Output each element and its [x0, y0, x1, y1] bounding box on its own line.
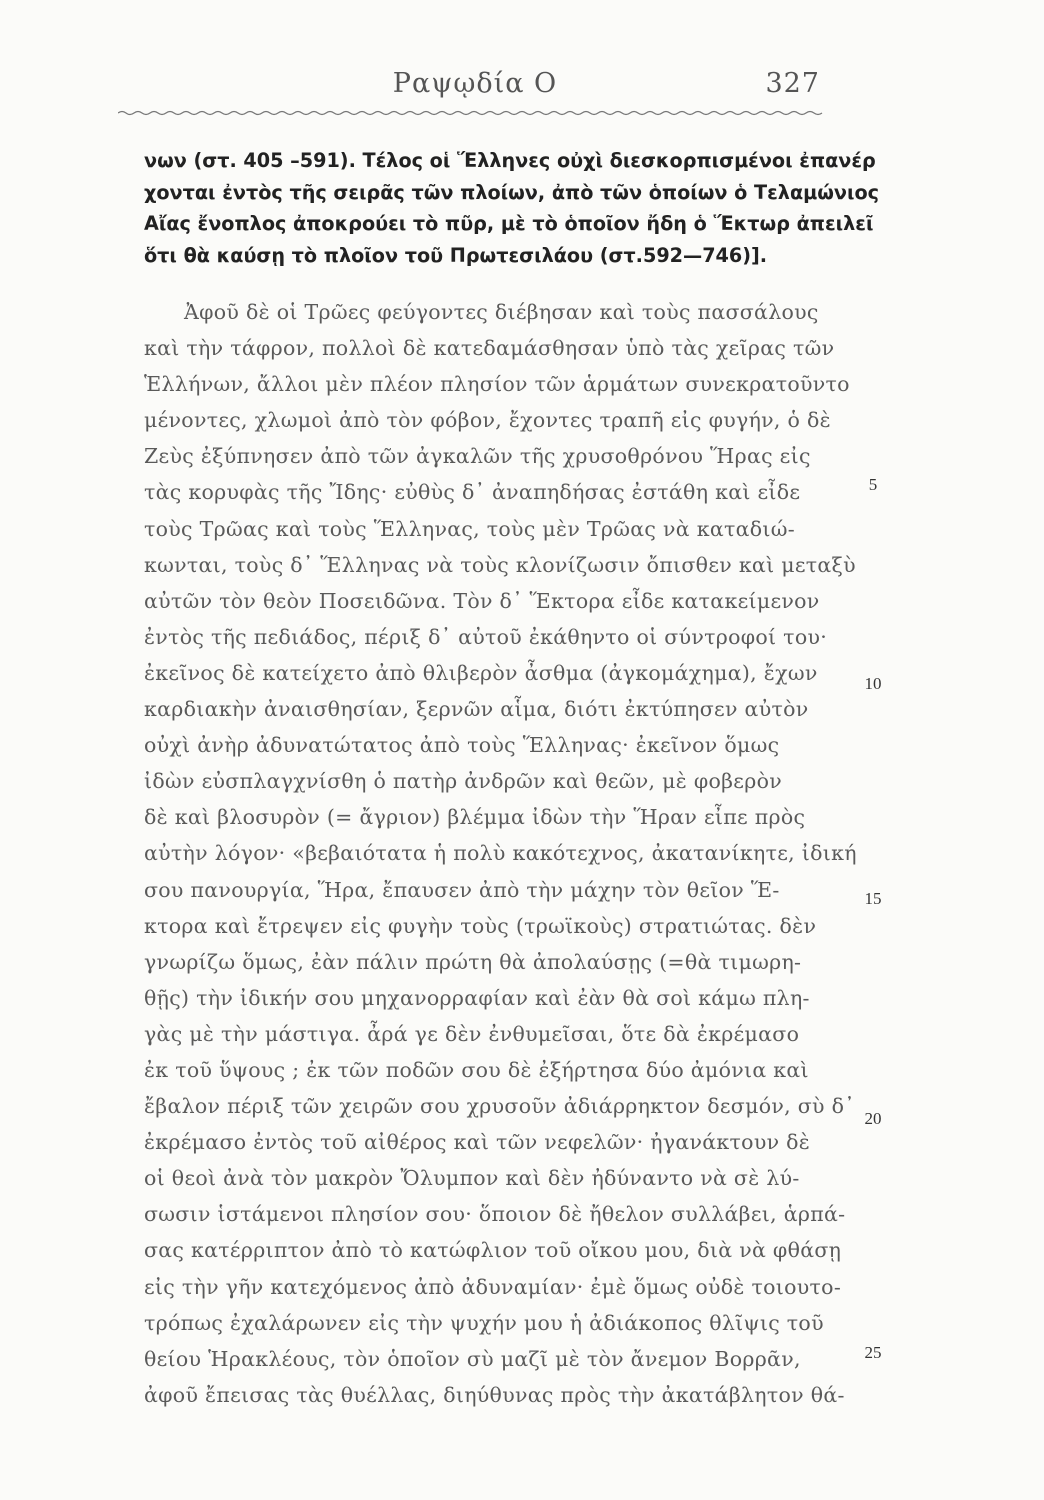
text-line: οὐχὶ ἀνὴρ ἀδυνατώτατος ἀπὸ τοὺς Ἕλληνας· ἐκεῖνον ὅμως	[144, 733, 780, 758]
text-line: θῇς) τὴν ἰδικήν σου μηχανορραφίαν καὶ ἐὰν θὰ σοὶ κάμω πλη-	[144, 985, 810, 1010]
text-line: εἰς τὴν γῆν κατεχόμενος ἀπὸ ἀδυναμίαν· ἐμὲ ὅμως οὐδὲ τοιουτο-	[144, 1274, 842, 1299]
text-line: θείου Ἡρακλέους, τὸν ὁποῖον σὺ μαζῖ μὲ τὸν ἄνεμον Βορρᾶν,	[144, 1346, 801, 1371]
text-line: δὲ καὶ βλοσυρὸν (= ἄγριον) βλέμμα ἰδὼν τὴν Ἥραν εἶπε πρὸς	[144, 805, 806, 830]
text-line: σωσιν ἱστάμενοι πλησίον σου· ὅποιον δὲ ἤθελον συλλάβει, ἁρπά-	[144, 1202, 846, 1227]
text-line: ἐκ τοῦ ὕψους ; ἐκ τῶν ποδῶν σου δὲ ἐξήρτησα δύο ἀμόνια καὶ	[144, 1057, 809, 1082]
text-line: ἀφοῦ ἔπεισας τὰς θυέλλας, διηύθυνας πρὸς τὴν ἀκατάβλητον θά-	[144, 1382, 845, 1407]
chapter-summary	[144, 145, 880, 271]
text-line: ἰδὼν εὐσπλαγχνίσθη ὁ πατὴρ ἀνδρῶν καὶ θεῶν, μὲ φοβερὸν	[144, 769, 782, 794]
text-line: αὐτῶν τὸν θεὸν Ποσειδῶνα. Τὸν δ᾽ Ἕκτορα εἶδε κατακείμενον	[144, 588, 820, 613]
text-line: Ζεὺς ἐξύπνησεν ἀπὸ τῶν ἀγκαλῶν τῆς χρυσοθρόνου Ἥρας εἰς	[144, 444, 811, 469]
line-number: 10	[864, 674, 882, 693]
header-rule	[118, 108, 826, 118]
summary-line: χονται ἐντὸς τῆς σειρᾶς τῶν πλοίων, ἀπὸ τῶν ὁποίων ὁ Τελαμώνιος	[144, 180, 880, 204]
line-number: 20	[864, 1109, 882, 1128]
text-line: τρόπως ἐχαλάρωνεν εἰς τὴν ψυχήν μου ἡ ἀδιάκοπος θλῖψις τοῦ	[144, 1310, 824, 1335]
text-line: αὐτὴν λόγον· «βεβαιότατα ἡ πολὺ κακότεχνος, ἀκατανίκητε, ἰδική	[144, 841, 857, 866]
text-line: μένοντες, χλωμοὶ ἀπὸ τὸν φόβον, ἔχοντες τραπῆ εἰς φυγήν, ὁ δὲ	[144, 408, 831, 433]
text-line: οἱ θεοὶ ἀνὰ τὸν μακρὸν Ὄλυμπον καὶ δὲν ἠδύναντο νὰ σὲ λύ-	[144, 1166, 800, 1191]
text-line: καὶ τὴν τάφρον, πολλοὶ δὲ κατεδαμάσθησαν ὑπὸ τὰς χεῖρας τῶν	[144, 336, 835, 361]
text-line: κτορα καὶ ἔτρεψεν εἰς φυγὴν τοὺς (τρωϊκοὺς) στρατιώτας. δὲν	[144, 913, 817, 938]
summary-line: νων (στ. 405 –591). Τέλος οἱ Ἕλληνες οὐχὶ διεσκορπισμένοι ἐπανέρ	[144, 149, 876, 172]
text-line: ἔβαλον πέριξ τῶν χειρῶν σου χρυσοῦν ἀδιάρρηκτον δεσμόν, σὺ δ᾽	[144, 1094, 855, 1119]
text-line: σου πανουργία, Ἥρα, ἔπαυσεν ἀπὸ τὴν μάχην τὸν θεῖον Ἕ-	[144, 877, 780, 902]
text-line: σας κατέρριπτον ἀπὸ τὸ κατώφλιον τοῦ οἴκου μου, διὰ νὰ φθάσῃ	[144, 1238, 842, 1263]
text-line: τοὺς Τρῶας καὶ τοὺς Ἕλληνας, τοὺς μὲν Τρῶας νὰ καταδιώ-	[144, 516, 795, 541]
summary-line: Αἴας ἔνοπλος ἀποκρούει τὸ πῦρ, μὲ τὸ ὁποῖον ἤδη ὁ Ἕκτωρ ἀπειλεῖ	[144, 212, 874, 235]
line-number: 5	[868, 475, 878, 494]
line-number-margin	[848, 0, 908, 1500]
summary-line: ὅτι θὰ καύσῃ τὸ πλοῖον τοῦ Πρωτεσιλάου (στ.592—746)].	[144, 243, 768, 267]
text-line: ἐκεῖνος δὲ κατείχετο ἀπὸ θλιβερὸν ἆσθμα (ἀγκομάχημα), ἔχων	[144, 660, 818, 685]
text-line: ἐντὸς τῆς πεδιάδος, πέριξ δ᾽ αὐτοῦ ἐκάθηντο οἱ σύντροφοί του·	[144, 624, 828, 649]
text-line: Ἀφοῦ δὲ οἱ Τρῶες φεύγοντες διέβησαν καὶ τοὺς πασσάλους	[184, 300, 819, 324]
text-line: καρδιακὴν ἀναισθησίαν, ξερνῶν αἷμα, διότι ἐκτύπησεν αὐτὸν	[144, 697, 809, 722]
body-text	[144, 294, 857, 1413]
text-line: γνωρίζω ὅμως, ἐὰν πάλιν πρώτη θὰ ἀπολαύσῃς (=θὰ τιμωρη-	[144, 949, 802, 974]
line-number: 25	[864, 1343, 882, 1362]
text-line: τὰς κορυφὰς τῆς Ἴδης· εὐθὺς δ᾽ ἀναπηδήσας ἐστάθη καὶ εἶδε	[144, 480, 801, 505]
chapter-title: Ραψῳδία Ο	[392, 68, 558, 99]
text-line: γὰς μὲ τὴν μάστιγα. ἆρά γε δὲν ἐνθυμεῖσαι, ὅτε δὰ ἐκρέμασο	[144, 1021, 800, 1046]
running-head	[130, 68, 820, 108]
text-line: κωνται, τοὺς δ᾽ Ἕλληνας νὰ τοὺς κλονίζωσιν ὄπισθεν καὶ μεταξὺ	[144, 552, 856, 577]
text-line: Ἑλλήνων, ἄλλοι μὲν πλέον πλησίον τῶν ἁρμάτων συνεκρατοῦντο	[144, 372, 850, 397]
text-line: ἐκρέμασο ἐντὸς τοῦ αἰθέρος καὶ τῶν νεφελῶν· ἠγανάκτουν δὲ	[144, 1130, 811, 1155]
page-number: 327	[765, 68, 820, 99]
line-number: 15	[864, 889, 882, 908]
